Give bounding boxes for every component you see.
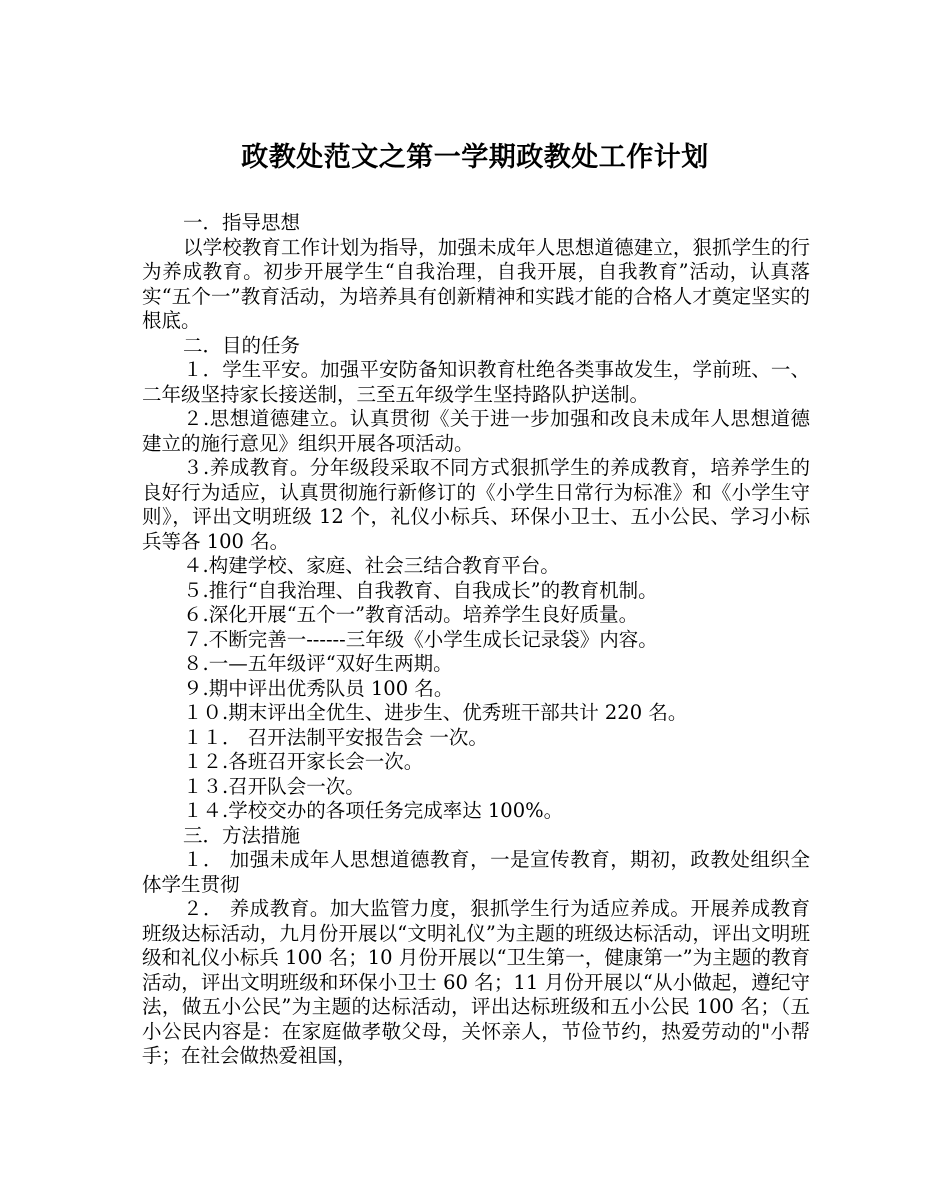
section-heading-methods: 三．方法措施 xyxy=(183,823,301,847)
task-item-6: ６.深化开展“五个一”教育活动。培养学生良好质量。 xyxy=(183,603,639,626)
task-item-3: ３.养成教育。分年级段采取不同方式狠抓学生的养成教育，培养学生的良好行为适应，认真贯彻施行新修订的《小学生日常行为标准》和《小学生守则》，评出文明班级 12 个，礼仪小标兵、环保小卫士、五小公民、学习小标兵等各 100 名。 xyxy=(142,456,810,553)
method-item-2: ２． 养成教育。加大监管力度，狠抓学生行为适应养成。开展养成教育班级达标活动，九月份开展以“文明礼仪”为主题的班级达标活动，评出文明班级和礼仪小标兵 100 名；10 月份开展以“卫生第一，健康第一”为主题的教育活动，评出文明班级和环保小卫士 60 名；11 月份开展以“从小做起，遵纪守法，做五小公民”为主题的达标活动，评出达标班级和五小公民 100 名；（五小公民内容是：在家庭做孝敬父母，关怀亲人，节俭节约，热爱劳动的"小帮手；在社会做热爱祖国， xyxy=(142,897,810,1067)
task-item-8: ８.一—五年级评“双好生两期。 xyxy=(183,652,453,675)
task-item-10: １０.期末评出全优生、进步生、优秀班干部共计 220 名。 xyxy=(183,701,688,724)
task-item-11: １１． 召开法制平安报告会 一次。 xyxy=(183,725,488,749)
task-item-4: ４.构建学校、家庭、社会三结合教育平台。 xyxy=(183,554,560,577)
paragraph-guiding-ideology: 以学校教育工作计划为指导，加强未成年人思想道德建立，狠抓学生的行为养成教育。初步开展学生“自我治理，自我开展，自我教育”活动，认真落实“五个一”教育活动，为培养具有创新精神和实践才能的合格人才奠定坚实的根底。 xyxy=(142,235,810,332)
task-item-13: １３.召开队会一次。 xyxy=(183,774,365,798)
section-heading-goals-tasks: 二．目的任务 xyxy=(183,333,301,357)
task-item-2: ２.思想道德建立。认真贯彻《关于进一步加强和改良未成年人思想道德建立的施行意见》组织开展各项活动。 xyxy=(142,407,810,455)
task-item-14: １４.学校交办的各项任务完成率达 100%。 xyxy=(183,799,564,822)
task-item-1: １．学生平安。加强平安防备知识教育杜绝各类事故发生，学前班、一、二年级坚持家长接送制，三至五年级学生坚持路队护送制。 xyxy=(142,358,810,406)
section-heading-guiding-ideology: 一．指导思想 xyxy=(183,211,301,234)
task-item-9: ９.期中评出优秀队员 100 名。 xyxy=(183,676,454,700)
method-item-1: １． 加强未成年人思想道德教育，一是宣传教育，期初，政教处组织全体学生贯彻 xyxy=(142,848,810,896)
document-body xyxy=(142,211,810,1069)
task-item-12: １２.各班召开家长会一次。 xyxy=(183,750,424,773)
task-item-5: ５.推行“自我治理、自我教育、自我成长”的教育机制。 xyxy=(183,578,658,602)
document-title: 政教处范文之第一学期政教处工作计划 xyxy=(241,142,709,173)
task-item-7: ７.不断完善一------三年级《小学生成长记录袋》内容。 xyxy=(183,627,658,651)
